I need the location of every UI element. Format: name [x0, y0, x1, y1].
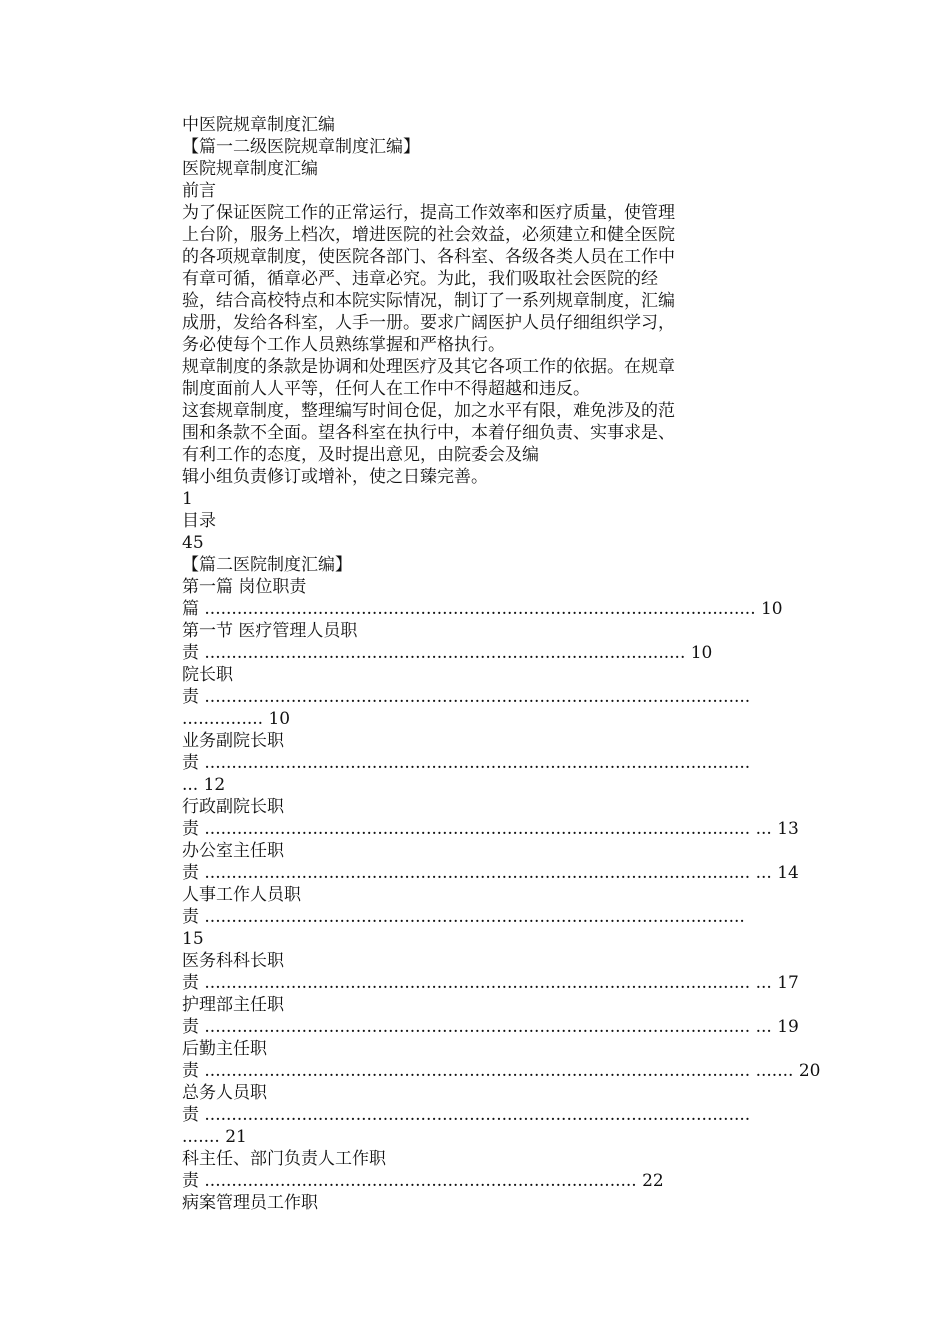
text-line: 中医院规章制度汇编	[182, 115, 335, 135]
text-line: 制度面前人人平等，任何人在工作中不得超越和违反。	[182, 379, 590, 399]
text-line: 后勤主任职	[182, 1039, 267, 1059]
text-line: 第一篇 岗位职责	[182, 577, 307, 597]
text-line: 办公室主任职	[182, 841, 284, 861]
text-line: 院长职	[182, 665, 233, 685]
text-line: 辑小组负责修订或增补，使之日臻完善。	[182, 467, 488, 487]
text-line: 责 ..................................................................................................... ... 19	[182, 1017, 799, 1037]
text-line: 篇 ...................................................................................................... 10	[182, 599, 783, 619]
text-line: 45	[182, 533, 204, 553]
text-line: 责 ................................................................................ 22	[182, 1171, 664, 1191]
text-line: ... 12	[182, 775, 226, 795]
text-line: 前言	[182, 181, 216, 201]
text-line: 上台阶，服务上档次，增进医院的社会效益，必须建立和健全医院	[182, 225, 675, 245]
text-line: 务必使每个工作人员熟练掌握和严格执行。	[182, 335, 505, 355]
text-line: 责 .....................................................................................................	[182, 1105, 751, 1125]
text-line: 有利工作的态度，及时提出意见，由院委会及编	[182, 445, 539, 465]
text-line: 成册，发给各科室，人手一册。要求广阔医护人员仔细组织学习，	[182, 313, 675, 333]
text-line: 【篇一二级医院规章制度汇编】	[182, 137, 420, 157]
text-line: 行政副院长职	[182, 797, 284, 817]
text-line: 目录	[182, 511, 216, 531]
text-line: 责 .....................................................................................................	[182, 687, 751, 707]
text-line: 为了保证医院工作的正常运行，提高工作效率和医疗质量，使管理	[182, 203, 675, 223]
text-line: 责 ....................................................................................................	[182, 907, 745, 927]
text-line: 责 ......................................................................................... 10	[182, 643, 713, 663]
document-page	[182, 114, 821, 1214]
text-line: 病案管理员工作职	[182, 1193, 318, 1213]
text-line: 医务科科长职	[182, 951, 284, 971]
text-line: 人事工作人员职	[182, 885, 301, 905]
text-line: 【篇二医院制度汇编】	[182, 555, 352, 575]
text-line: ............... 10	[182, 709, 291, 729]
text-line: 1	[182, 489, 193, 509]
text-line: 医院规章制度汇编	[182, 159, 318, 179]
text-line: 有章可循，循章必严、违章必究。为此，我们吸取社会医院的经	[182, 269, 658, 289]
text-line: 的各项规章制度，使医院各部门、各科室、各级各类人员在工作中	[182, 247, 675, 267]
text-line: 业务副院长职	[182, 731, 284, 751]
text-line: 总务人员职	[182, 1083, 267, 1103]
text-line: 15	[182, 929, 204, 949]
text-line: 第一节 医疗管理人员职	[182, 621, 358, 641]
text-line: 护理部主任职	[182, 995, 284, 1015]
text-line: 责 ..................................................................................................... ....... 20	[182, 1061, 821, 1081]
text-line: 责 .....................................................................................................	[182, 753, 751, 773]
text-line: 科主任、部门负责人工作职	[182, 1149, 386, 1169]
text-line: 责 ..................................................................................................... ... 17	[182, 973, 799, 993]
text-line: ....... 21	[182, 1127, 247, 1147]
text-line: 验，结合高校特点和本院实际情况，制订了一系列规章制度，汇编	[182, 291, 675, 311]
text-line: 责 ..................................................................................................... ... 13	[182, 819, 799, 839]
text-line: 围和条款不全面。望各科室在执行中，本着仔细负责、实事求是、	[182, 423, 675, 443]
text-line: 责 ..................................................................................................... ... 14	[182, 863, 799, 883]
text-line: 这套规章制度，整理编写时间仓促，加之水平有限，难免涉及的范	[182, 401, 675, 421]
text-line: 规章制度的条款是协调和处理医疗及其它各项工作的依据。在规章	[182, 357, 675, 377]
